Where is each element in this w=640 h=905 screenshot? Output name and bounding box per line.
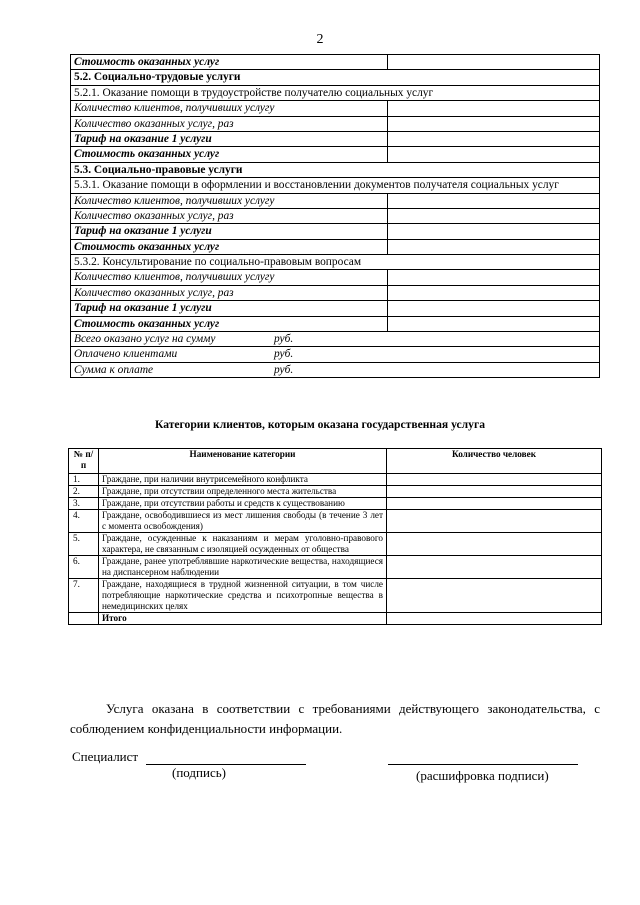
category-num: 4. (69, 510, 99, 533)
total-row (71, 362, 600, 377)
category-qty (387, 556, 602, 579)
service-row (71, 316, 600, 331)
service-metric-value (388, 55, 600, 70)
service-row (71, 131, 600, 146)
total-label: Оплачено клиентами (74, 348, 178, 361)
service-row (71, 55, 600, 70)
header-num: № п/п (69, 449, 99, 474)
service-metric-value (388, 208, 600, 223)
category-name: Граждане, при отсутствии работы и средств к существованию (99, 498, 387, 510)
service-metric-value (388, 270, 600, 285)
category-num: 5. (69, 533, 99, 556)
service-row (71, 147, 600, 162)
header-qty: Количество человек (387, 449, 602, 474)
total-row (71, 332, 600, 347)
service-metric-value (388, 285, 600, 300)
service-section-label: 5.2.1. Оказание помощи в трудоустройстве получателю социальных услуг (71, 85, 600, 100)
service-metric-label: Тариф на оказание 1 услуги (71, 131, 388, 146)
service-row (71, 70, 600, 85)
service-section-label: 5.3.1. Оказание помощи в оформлении и восстановлении документов получателя социальных услуг (71, 178, 600, 193)
service-metric-label: Количество клиентов, получивших услугу (71, 270, 388, 285)
service-row (71, 208, 600, 223)
statement-text: Услуга оказана в соответствии с требованиями действующего законодательства, с соблюдением конфиденциальности информации. (70, 701, 600, 736)
service-row (71, 270, 600, 285)
service-row (71, 162, 600, 177)
category-name: Граждане, ранее употреблявшие наркотические вещества, находящиеся на диспансерном наблюдении (99, 556, 387, 579)
service-section-label: 5.2. Социально-трудовые услуги (71, 70, 600, 85)
categories-title: Категории клиентов, которым оказана государственная услуга (154, 418, 486, 431)
service-metric-label: Стоимость оказанных услуг (71, 147, 388, 162)
service-row (71, 285, 600, 300)
category-num: 6. (69, 556, 99, 579)
service-metric-label: Стоимость оказанных услуг (71, 316, 388, 331)
category-name: Граждане, освободившиеся из мест лишения свободы (в течение 3 лет с момента освобождения) (99, 510, 387, 533)
service-metric-label: Стоимость оказанных услуг (71, 55, 388, 70)
category-num: 2. (69, 486, 99, 498)
service-metric-label: Тариф на оказание 1 услуги (71, 224, 388, 239)
category-row (69, 486, 602, 498)
service-row (71, 239, 600, 254)
service-metric-value (388, 193, 600, 208)
category-num: 7. (69, 579, 99, 613)
service-metric-value (388, 147, 600, 162)
category-qty (387, 533, 602, 556)
decode-caption: (расшифровка подписи) (416, 768, 549, 783)
service-section-label: 5.3. Социально-правовые услуги (71, 162, 600, 177)
categories-header-row (69, 449, 602, 474)
service-metric-value (388, 239, 600, 254)
category-qty (387, 498, 602, 510)
category-row (69, 579, 602, 613)
category-total-label: Итого (99, 613, 387, 625)
service-row (71, 193, 600, 208)
service-section-label: 5.3.2. Консультирование по социально-правовым вопросам (71, 255, 600, 270)
category-row (69, 498, 602, 510)
service-metric-value (388, 101, 600, 116)
service-metric-label: Количество клиентов, получивших услугу (71, 101, 388, 116)
service-metric-value (388, 131, 600, 146)
service-row (71, 255, 600, 270)
services-table (70, 54, 600, 378)
service-row (71, 178, 600, 193)
category-num: 3. (69, 498, 99, 510)
service-metric-label: Тариф на оказание 1 услуги (71, 301, 388, 316)
service-metric-label: Количество оказанных услуг, раз (71, 116, 388, 131)
service-row (71, 85, 600, 100)
category-name: Граждане, осужденные к наказаниям и мерам уголовно-правового характера, не связанным с изоляцией осужденных от общества (99, 533, 387, 556)
service-row (71, 224, 600, 239)
total-row (71, 347, 600, 362)
service-metric-value (388, 116, 600, 131)
specialist-label: Специалист (72, 749, 139, 764)
decode-line (388, 764, 578, 765)
total-unit: руб. (274, 348, 294, 361)
category-qty (387, 510, 602, 533)
service-metric-label: Количество оказанных услуг, раз (71, 208, 388, 223)
service-row (71, 301, 600, 316)
service-metric-value (388, 316, 600, 331)
signature-caption: (подпись) (172, 765, 226, 780)
signature-line (146, 764, 306, 765)
category-qty (387, 579, 602, 613)
total-label: Сумма к оплате (74, 363, 154, 376)
category-name: Граждане, при отсутствии определенного места жительства (99, 486, 387, 498)
category-name: Граждане, находящиеся в трудной жизненной ситуации, в том числе потребляющие наркотические средства и психотропные вещества в немедицинских целях (99, 579, 387, 613)
category-qty (387, 486, 602, 498)
category-name: Граждане, при наличии внутрисемейного конфликта (99, 474, 387, 486)
service-metric-value (388, 301, 600, 316)
category-row (69, 533, 602, 556)
service-row (71, 116, 600, 131)
category-row (69, 556, 602, 579)
category-qty (387, 474, 602, 486)
category-row (69, 510, 602, 533)
service-row (71, 101, 600, 116)
page-number: 2 (316, 32, 324, 47)
service-metric-label: Количество клиентов, получивших услугу (71, 193, 388, 208)
category-num: 1. (69, 474, 99, 486)
service-metric-label: Стоимость оказанных услуг (71, 239, 388, 254)
category-total-row (69, 613, 602, 625)
service-metric-value (388, 224, 600, 239)
total-unit: руб. (274, 363, 294, 376)
header-name: Наименование категории (99, 449, 387, 474)
service-metric-label: Количество оказанных услуг, раз (71, 285, 388, 300)
total-label: Всего оказано услуг на сумму (74, 333, 216, 346)
total-unit: руб. (274, 333, 294, 346)
category-total-qty (387, 613, 602, 625)
category-row (69, 474, 602, 486)
categories-table (68, 448, 602, 625)
